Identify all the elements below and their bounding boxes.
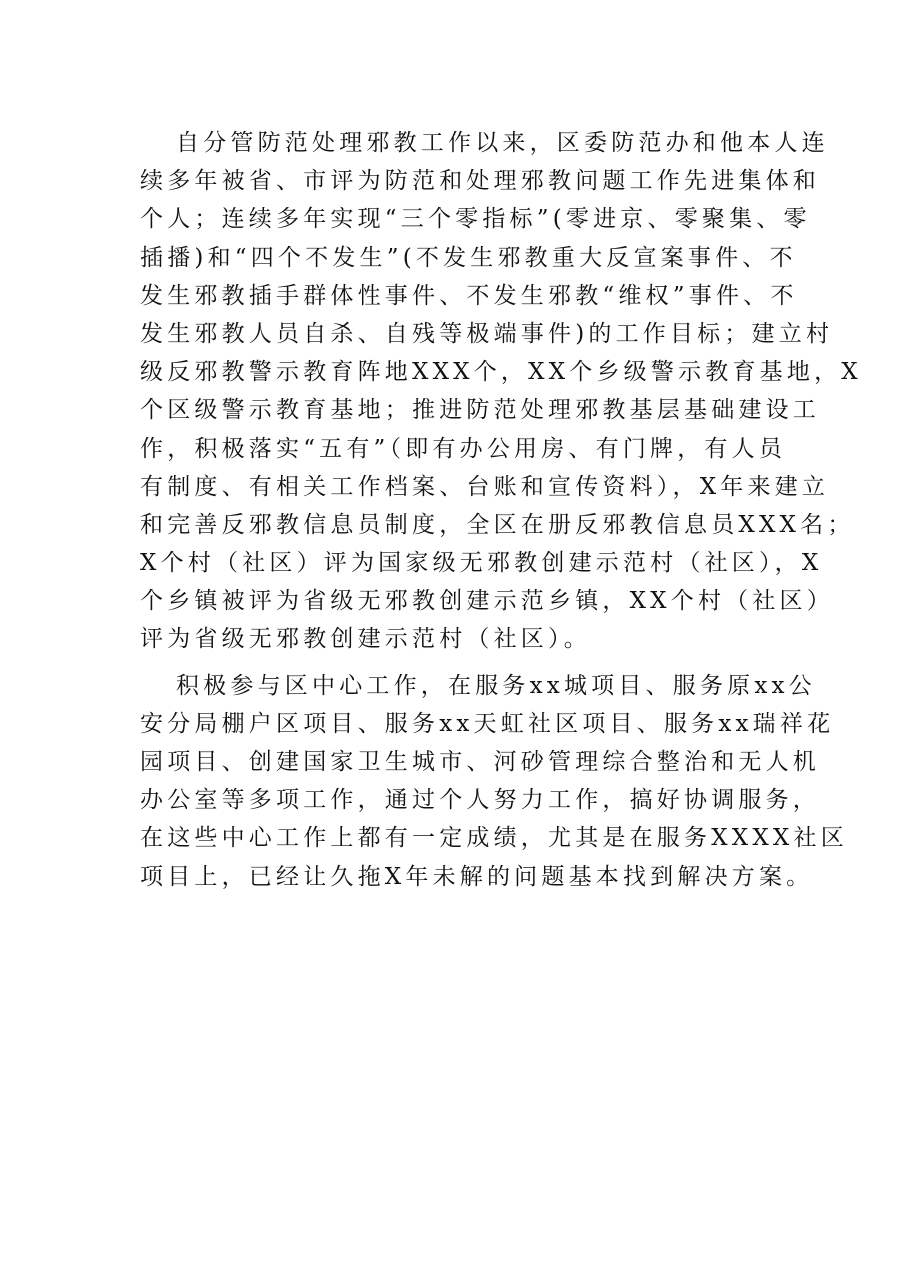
text-line: 发生邪教插手群体性事件、不发生邪教“维权”事件、不 [140, 282, 798, 309]
text-line: 评为省级无邪教创建示范村（社区）。 [140, 626, 591, 653]
text-line: 园项目、创建国家卫生城市、河砂管理综合整治和无人机 [140, 749, 820, 775]
text-line: 和完善反邪教信息员制度，全区在册反邪教信息员XXX名； [140, 511, 855, 538]
text-line: 安分局棚户区项目、服务xx天虹社区项目、服务xx瑞祥花 [140, 710, 835, 737]
text-line: 级反邪教警示教育阵地XXX个，XX个乡级警示教育基地，X [140, 359, 862, 386]
text-line: 有制度、有相关工作档案、台账和宣传资料），X年来建立 [140, 473, 830, 500]
document-body [140, 124, 862, 896]
text-line: 自分管防范处理邪教工作以来，区委防范办和他本人连 [176, 130, 829, 156]
text-line: X个村（社区）评为国家级无邪教创建示范村（社区），X [140, 550, 823, 577]
text-line: 续多年被省、市评为防范和处理邪教问题工作先进集体和 [140, 168, 820, 195]
text-line: 个乡镇被评为省级无邪教创建示范乡镇，XX个村（社区） [140, 588, 834, 615]
paragraph-1 [140, 124, 862, 659]
text-line: 个人；连续多年实现“三个零指标”(零进京、零聚集、零 [140, 206, 811, 233]
text-line: 作，积极落实“五有”（即有办公用房、有门牌，有人员 [140, 435, 787, 462]
text-line: 发生邪教人员自杀、自残等极端事件)的工作目标；建立村 [140, 320, 834, 347]
text-line: 办公室等多项工作，通过个人努力工作，搞好协调服务， [140, 787, 820, 814]
text-line: 积极参与区中心工作，在服务xx城项目、服务原xx公 [176, 672, 816, 699]
text-line: 项目上，已经让久拖X年未解的问题基本找到解决方案。 [140, 863, 814, 890]
paragraph-2 [140, 667, 848, 896]
text-line: 在这些中心工作上都有一定成绩，尤其是在服务XXXX社区 [140, 825, 848, 852]
text-line: 插播)和“四个不发生”(不发生邪教重大反宣案事件、不 [140, 244, 797, 271]
text-line: 个区级警示教育基地；推进防范处理邪教基层基础建设工 [140, 397, 820, 424]
